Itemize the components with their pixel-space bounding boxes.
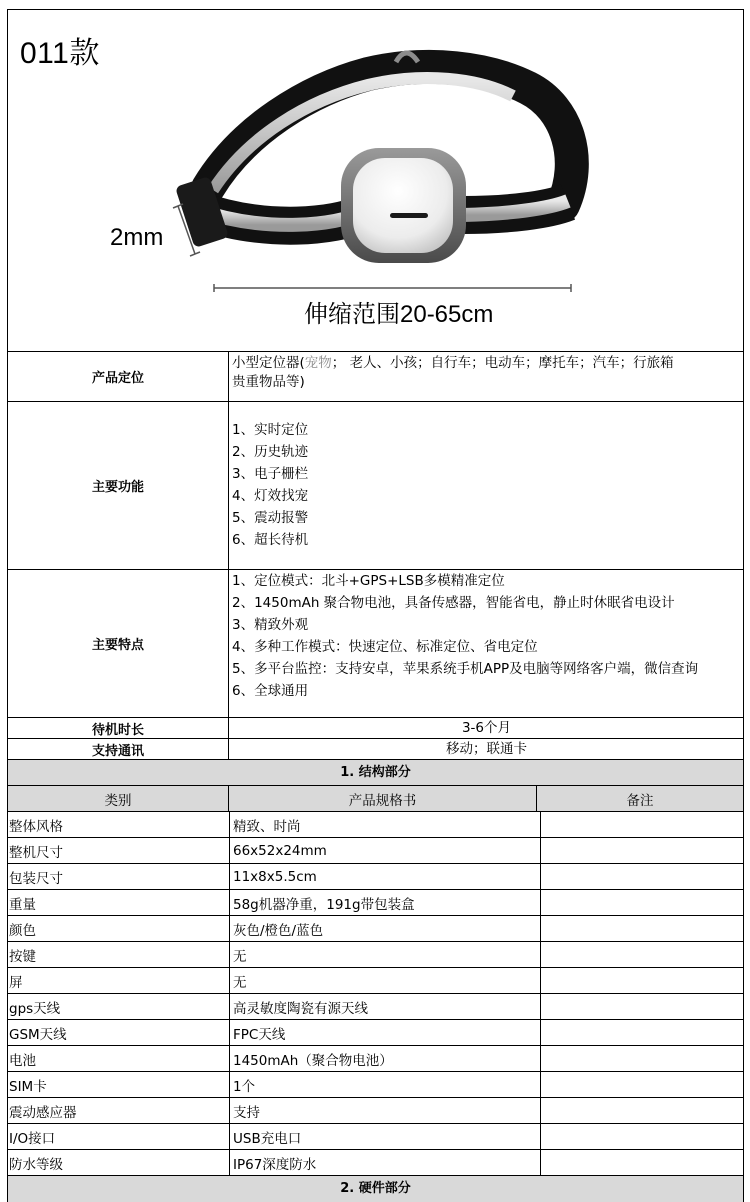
network-row — [8, 739, 743, 760]
spec-note — [541, 916, 743, 941]
spec-value: 灰色/橙色/蓝色 — [230, 916, 541, 941]
table-row — [8, 916, 743, 942]
spec-value: 高灵敏度陶瓷有源天线 — [230, 994, 541, 1019]
function-item: 6、超长待机 — [232, 532, 309, 548]
spec-col-note: 备注 — [626, 792, 654, 809]
positioning-row — [8, 352, 743, 402]
positioning-line-2: 贵重物品等) — [232, 374, 305, 390]
feature-item: 1、定位模式：北斗+GPS+LSB多模精准定位 — [232, 573, 505, 589]
positioning-label: 产品定位 — [8, 352, 229, 401]
spec-category: 防水等级 — [8, 1150, 230, 1175]
functions-label: 主要功能 — [8, 402, 229, 569]
spec-category: SIM卡 — [8, 1072, 230, 1097]
positioning-value — [229, 352, 743, 401]
function-item: 4、灯效找宠 — [232, 488, 309, 504]
table-row — [8, 864, 743, 890]
standby-label: 待机时长 — [8, 718, 229, 738]
spec-col-category: 类别 — [8, 786, 229, 811]
spec-value: 11x8x5.5cm — [230, 864, 541, 889]
table-row — [8, 838, 743, 864]
feature-item: 4、多种工作模式：快速定位、标准定位、省电定位 — [232, 639, 538, 655]
spec-table-header — [8, 786, 743, 812]
functions-row — [8, 402, 743, 570]
function-item: 3、电子栅栏 — [232, 466, 309, 482]
spec-category: 整机尺寸 — [8, 838, 230, 863]
spec-value: 66x52x24mm — [230, 838, 541, 863]
section-structure-header: 1. 结构部分 — [8, 760, 743, 786]
range-label: 伸缩范围20-65cm — [304, 301, 494, 328]
spec-category: gps天线 — [8, 994, 230, 1019]
positioning-end: ； 老人、小孩；自行车；电动车；摩托车；汽车；行旅箱 — [331, 355, 674, 371]
functions-list — [229, 402, 743, 569]
spec-sheet — [7, 9, 744, 1202]
network-label: 支持通讯 — [8, 739, 229, 759]
spec-note — [541, 1020, 743, 1045]
network-value: 移动；联通卡 — [446, 741, 527, 757]
spec-value: 精致、时尚 — [230, 812, 541, 837]
section-hardware-header: 2. 硬件部分 — [8, 1176, 743, 1202]
spec-note — [541, 864, 743, 889]
spec-note — [541, 1072, 743, 1097]
spec-category: 屏 — [8, 968, 230, 993]
spec-note — [541, 1124, 743, 1149]
spec-category: 整体风格 — [8, 812, 230, 837]
spec-value: 支持 — [230, 1098, 541, 1123]
function-item: 2、历史轨迹 — [232, 444, 309, 460]
feature-item: 2、1450mAh 聚合物电池，具备传感器，智能省电，静止时休眠省电设计 — [232, 595, 675, 611]
table-row — [8, 968, 743, 994]
product-photo-panel — [8, 9, 743, 352]
spec-category: 按键 — [8, 942, 230, 967]
spec-category: 包装尺寸 — [8, 864, 230, 889]
table-row — [8, 1098, 743, 1124]
spec-note — [541, 942, 743, 967]
table-row — [8, 812, 743, 838]
features-label: 主要特点 — [8, 570, 229, 717]
spec-note — [541, 812, 743, 837]
spec-category: 颜色 — [8, 916, 230, 941]
spec-value: IP67深度防水 — [230, 1150, 541, 1175]
positioning-start: 小型定位器( — [232, 355, 305, 371]
function-item: 1、实时定位 — [232, 422, 309, 438]
spec-category: 电池 — [8, 1046, 230, 1071]
feature-item: 5、多平台监控：支持安卓，苹果系统手机APP及电脑等网络客户端，微信查询 — [232, 661, 699, 677]
table-row — [8, 942, 743, 968]
spec-category: 重量 — [8, 890, 230, 915]
spec-note — [541, 1046, 743, 1071]
spec-value: USB充电口 — [230, 1124, 541, 1149]
features-row — [8, 570, 743, 718]
feature-item: 6、全球通用 — [232, 683, 309, 699]
table-row — [8, 1150, 743, 1176]
features-list — [229, 570, 743, 717]
positioning-line-1 — [232, 354, 741, 373]
spec-note — [541, 1098, 743, 1123]
feature-item: 3、精致外观 — [232, 617, 309, 633]
table-row — [8, 1124, 743, 1150]
spec-category: I/O接口 — [8, 1124, 230, 1149]
function-item: 5、震动报警 — [232, 510, 309, 526]
spec-category: 震动感应器 — [8, 1098, 230, 1123]
spec-category: GSM天线 — [8, 1020, 230, 1045]
spec-value: 无 — [230, 942, 541, 967]
spec-note — [541, 890, 743, 915]
spec-value: 58g机器净重，191g带包装盒 — [230, 890, 541, 915]
thickness-label: 2mm — [110, 224, 164, 251]
positioning-pet: 宠物 — [304, 355, 332, 371]
spec-note — [541, 994, 743, 1019]
standby-row — [8, 718, 743, 739]
table-row — [8, 994, 743, 1020]
spec-note — [541, 838, 743, 863]
table-row — [8, 1072, 743, 1098]
model-title: 011款 — [20, 37, 100, 70]
table-row — [8, 1020, 743, 1046]
table-row — [8, 890, 743, 916]
table-row — [8, 1046, 743, 1072]
spec-note — [541, 968, 743, 993]
standby-value: 3-6个月 — [461, 720, 512, 736]
spec-value: 无 — [230, 968, 541, 993]
spec-note — [541, 1150, 743, 1175]
spec-col-spec: 产品规格书 — [229, 786, 537, 811]
spec-value: FPC天线 — [230, 1020, 541, 1045]
spec-value: 1个 — [230, 1072, 541, 1097]
spec-value: 1450mAh（聚合物电池） — [230, 1046, 541, 1071]
